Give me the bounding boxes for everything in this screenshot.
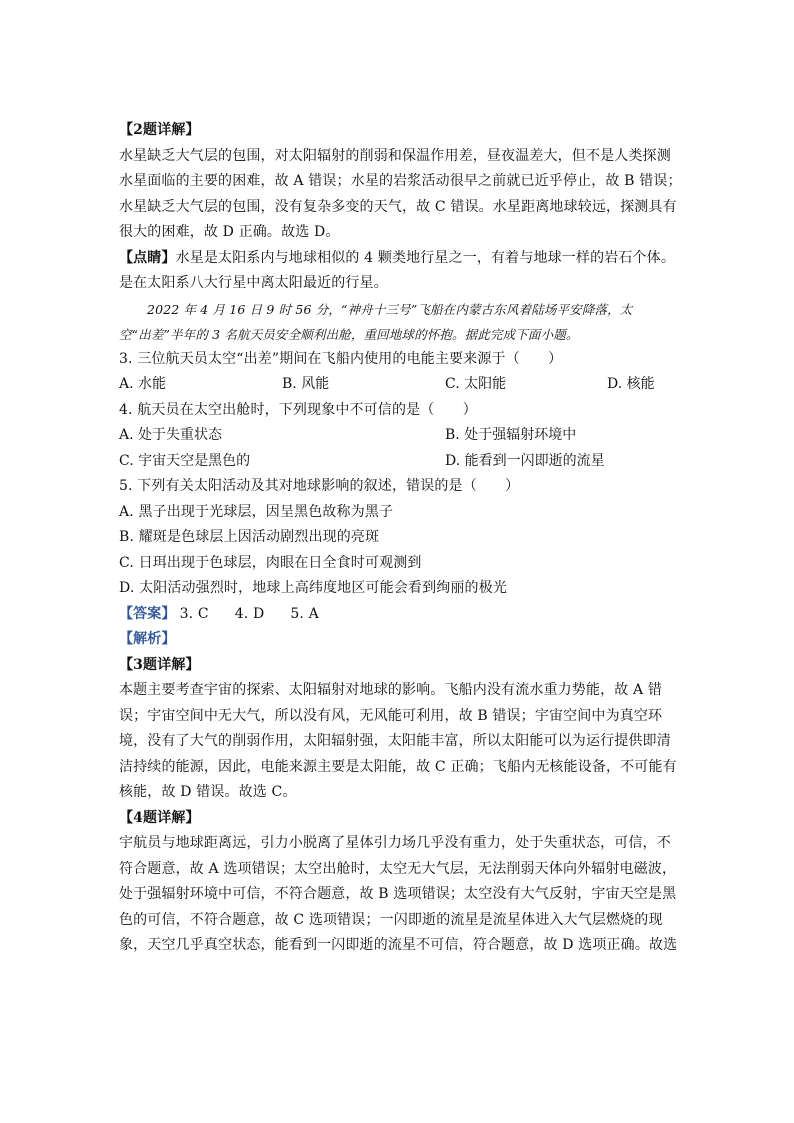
sec3-heading: 【3题详解】 [119,656,200,673]
answer-label: 【答案】 [119,605,176,622]
sec2-heading: 【2题详解】 [119,122,200,138]
q3-stem: 3. 三位航天员太空“出差”期间在飞船内使用的电能主要来源于（ ） [119,350,563,367]
q5-option-a: A. 黑子出现于光球层，因呈黑色故称为黑子 [119,503,394,520]
sec2-line-3: 水星缺乏大气层的包围，没有复杂多变的天气，故 C 错误。水星距离地球较远，探测具有 [119,198,677,215]
q5-option-d: D. 太阳活动强烈时，地球上高纬度地区可能会看到绚丽的极光 [119,580,507,596]
q3-option-c: C. 太阳能 [445,376,507,392]
sec3-line-2: 误；宇宙空间中无大气，所以没有风，无风能可利用，故 B 错误；宇宙空间中为真空环 [119,707,663,724]
answer-4: 4. D [234,605,265,622]
answer-line [119,602,679,628]
sec2-line-2: 水星面临的主要的困难，故 A 错误；水星的岩浆活动很早之前就已近乎停止，故 B 错误； [119,173,682,189]
answer-5: 5. A [290,605,319,622]
sec4-heading: 【4题详解】 [119,809,200,826]
sec2-line-1: 水星缺乏大气层的包围，对太阳辐射的削弱和保温作用差，昼夜温差大，但不是人类探测 [119,147,671,164]
sec3-line-1: 本题主要考查宇宙的探索、太阳辐射对地球的影响。飞船内没有流水重力势能，故 A 错 [119,682,663,698]
q4-options-row-1 [119,423,679,449]
document-content [119,118,682,959]
q5-stem: 5. 下列有关太阳活动及其对地球影响的叙述，错误的是（ ） [119,478,520,494]
sec3-line-4: 洁持续的能源，因此，电能来源主要是太阳能，故 C 正确；飞船内无核能设备，不可能有 [119,758,677,775]
q3-option-a: A. 水能 [119,376,167,392]
material-line-1: 2022 年 4 月 16 日 9 时 56 分，“神舟十三号”飞船在内蒙古东风着陆场平安降落，太 [147,301,633,317]
analysis-label: 【解析】 [119,631,176,647]
q3-options [119,372,679,398]
q4-option-d: D. 能看到一闪即逝的流星 [445,452,605,469]
q4-option-a: A. 处于失重状态 [119,427,223,443]
dianjing-line-2: 是在太阳系八大行星中离太阳最近的行星。 [119,275,388,291]
dianjing-text-1: 水星是太阳系内与地球相似的 4 颗类地行星之一，有着与地球一样的岩石个体。 [175,249,675,266]
sec3-line-3: 境，没有了大气的削弱作用，太阳辐射强，太阳能丰富，所以太阳能可以为运行提供即清 [119,733,671,749]
q4-options-row-2 [119,449,679,475]
q3-option-d: D. 核能 [607,376,655,392]
sec4-line-1: 宇航员与地球距离远，引力小脱离了星体引力场几乎没有重力，处于失重状态，可信，不 [119,835,671,851]
sec4-line-3: 处于强辐射环境中可信，不符合题意，故 B 选项错误；太空没有大气反射，宇宙天空是黑 [119,886,677,902]
sec4-line-2: 符合题意，故 A 选项错误；太空出舱时，太空无大气层，无法削弱天体向外辐射电磁波， [119,860,677,877]
sec2-line-4: 很大的困难，故 D 正确。故选 D。 [119,224,340,240]
material-line-2: 空“出差”半年的 3 名航天员安全顺利出舱，重回地球的怀抱。据此完成下面小题。 [119,326,579,342]
q5-option-c: C. 日珥出现于色球层，肉眼在日全食时可观测到 [119,554,422,571]
sec4-line-5: 象，天空几乎真空状态，能看到一闪即逝的流星不可信，符合题意，故 D 选项正确。故选 [119,937,678,953]
sec4-line-4: 色的可信，不符合题意，故 C 选项错误；一闪即逝的流星是流星体进入大气层燃烧的现 [119,911,663,928]
dianjing-line-1 [119,246,679,272]
answer-3: 3. C [179,605,209,622]
q4-option-c: C. 宇宙天空是黑色的 [119,452,251,469]
sec3-line-5: 核能，故 D 错误。故选 C。 [119,784,297,800]
q4-stem: 4. 航天员在太空出舱时，下列现象中不可信的是（ ） [119,401,477,418]
q5-option-b: B. 耀斑是色球层上因活动剧烈出现的亮斑 [119,529,380,545]
q4-option-b: B. 处于强辐射环境中 [445,427,577,443]
q3-option-b: B. 风能 [282,376,330,392]
dianjing-label: 【点睛】 [119,249,176,266]
